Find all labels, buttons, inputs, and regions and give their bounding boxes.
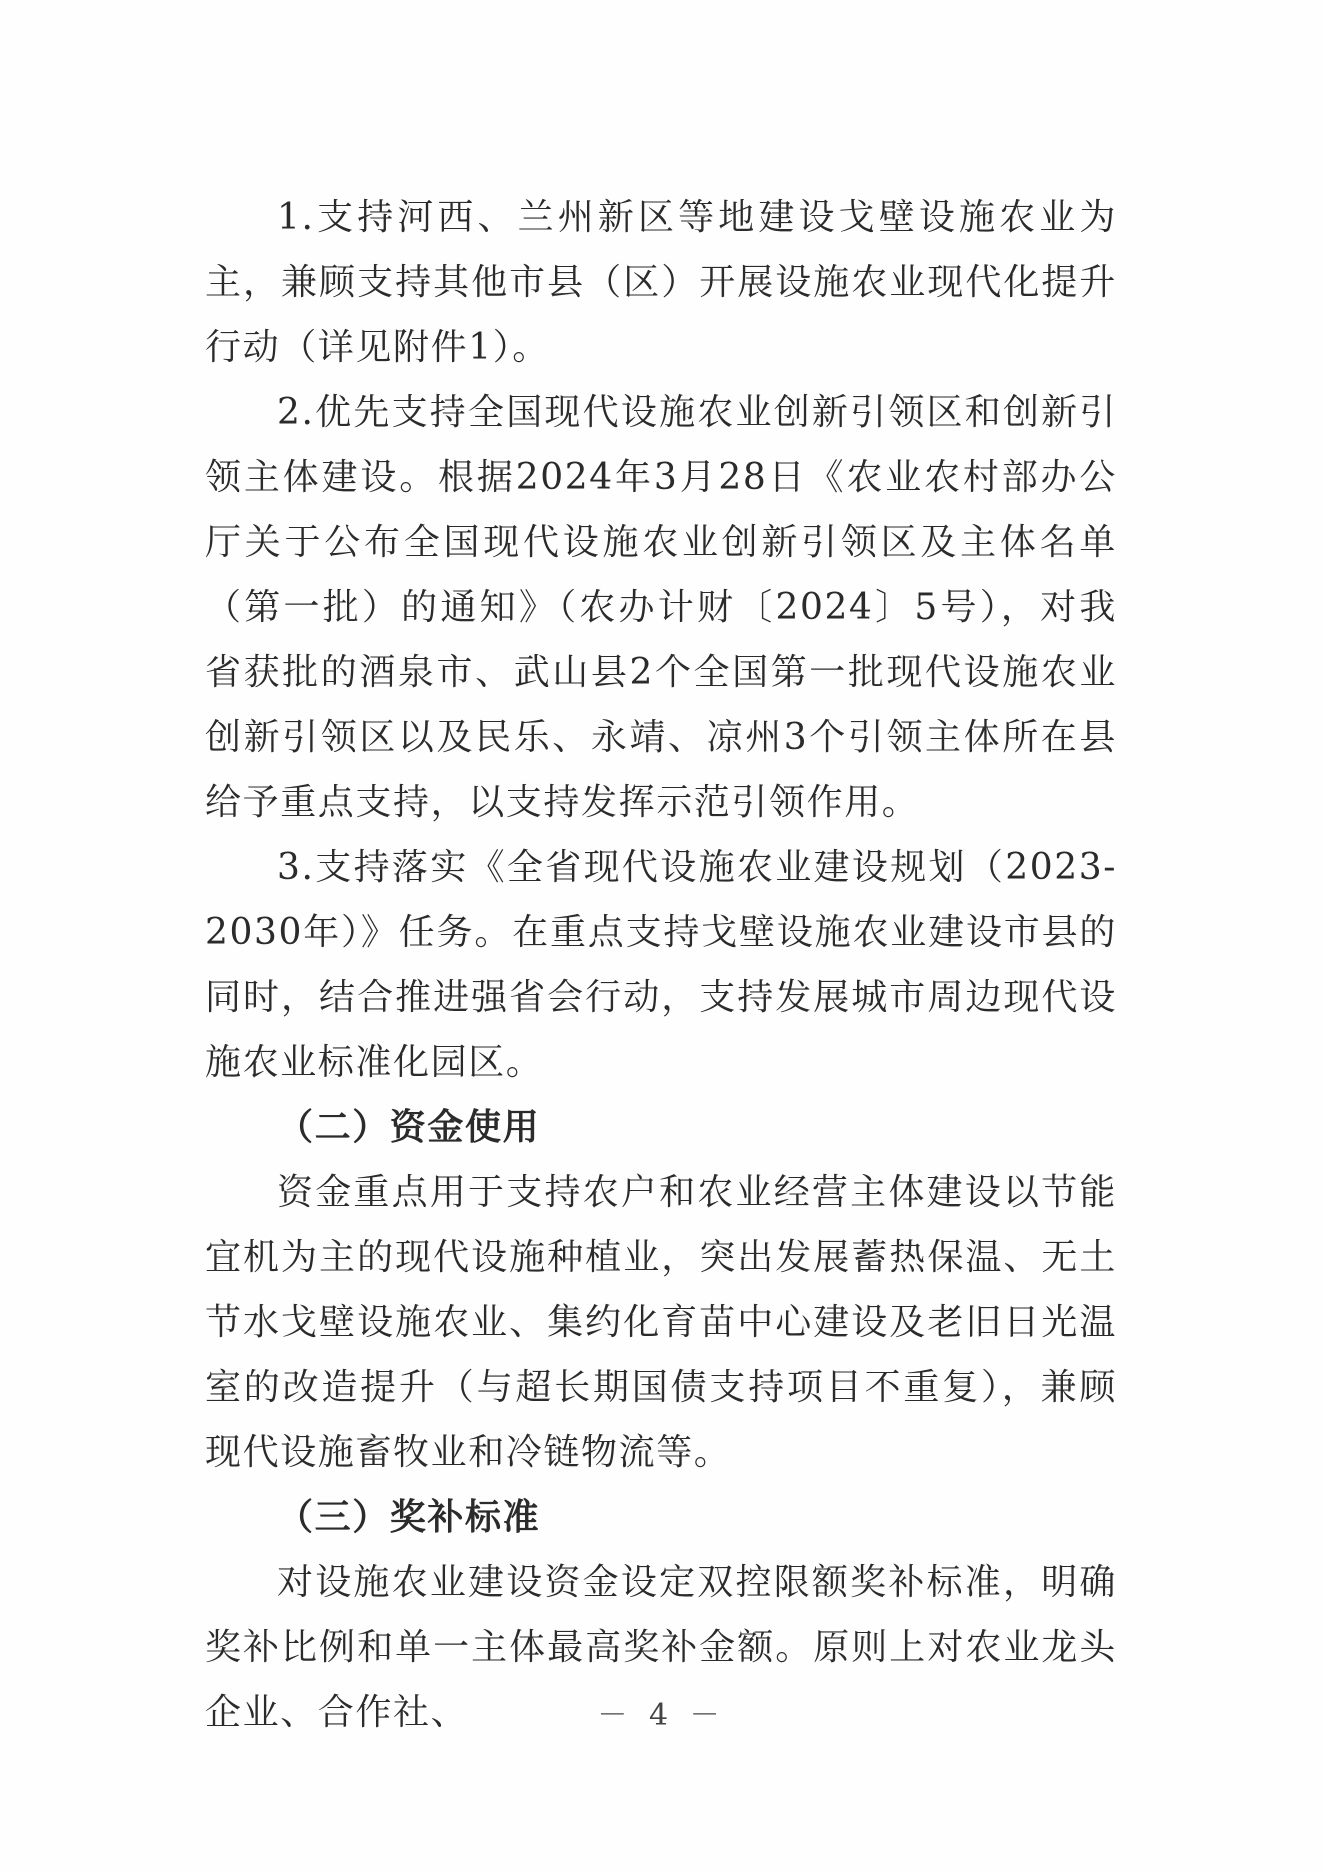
paragraph-3: 3.支持落实《全省现代设施农业建设规划（2023-2030年）》任务。在重点支持戈壁设施农业建设市县的同时，结合推进强省会行动，支持发展城市周边现代设施农业标准化园区。 bbox=[205, 847, 1117, 1083]
section-heading-funding-use: （二）资金使用 bbox=[277, 1106, 541, 1148]
section-heading-subsidy-standard: （三）奖补标准 bbox=[277, 1496, 541, 1538]
paragraph-funding-use: 资金重点用于支持农户和农业经营主体建设以节能宜机为主的现代设施种植业，突出发展蓄热保温、无土节水戈壁设施农业、集约化育苗中心建设及老旧日光温室的改造提升（与超长期国债支持项目不重复），兼顾现代设施畜牧业和冷链物流等。 bbox=[205, 1172, 1117, 1473]
paragraph-2: 2.优先支持全国现代设施农业创新引领区和创新引领主体建设。根据2024年3月28日《农业农村部办公厅关于公布全国现代设施农业创新引领区及主体名单（第一批）的通知》（农办计财〔2024〕5号），对我省获批的酒泉市、武山县2个全国第一批现代设施农业创新引领区以及民乐、永靖、凉州3个引领主体所在县给予重点支持，以支持发挥示范引领作用。 bbox=[205, 392, 1117, 823]
paragraph-subsidy-standard: 对设施农业建设资金设定双控限额奖补标准，明确奖补比例和单一主体最高奖补金额。原则上对农业龙头企业、合作社、 bbox=[205, 1562, 1117, 1733]
page-number: － 4 － bbox=[597, 1698, 726, 1733]
document-body bbox=[205, 185, 1117, 1745]
paragraph-1: 1.支持河西、兰州新区等地建设戈壁设施农业为主，兼顾支持其他市县（区）开展设施农业现代化提升行动（详见附件1）。 bbox=[205, 197, 1117, 368]
